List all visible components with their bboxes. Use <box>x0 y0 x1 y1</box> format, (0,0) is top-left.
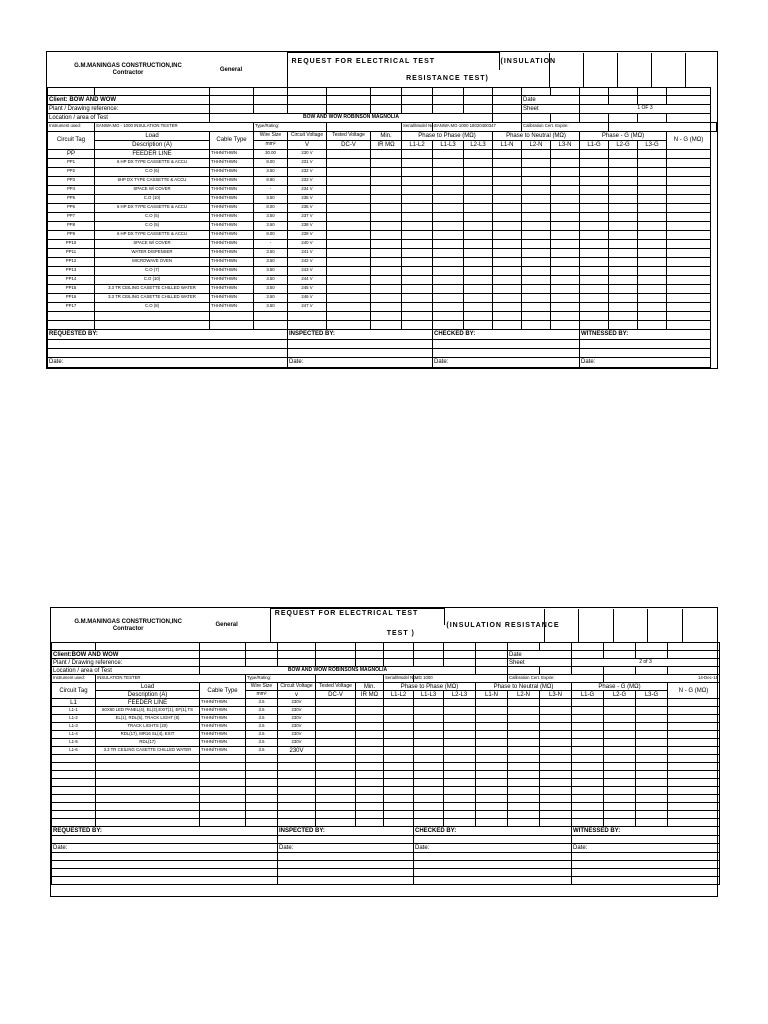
wire-size: 3.50 <box>254 221 288 230</box>
location-value: BOW AND WOW ROBINSON MAGNOLIA <box>210 113 493 122</box>
tested-voltage-header: Tested Voltage <box>316 683 356 691</box>
circuit-voltage: 230V <box>278 723 316 731</box>
wire-size: 3.5 <box>246 699 278 707</box>
load-description: 60X60 LED PANEL(4), EL(2),EXIT(1), EF(1),TS <box>96 707 200 715</box>
cable-type: THHN/THWN <box>210 185 254 194</box>
empty-row <box>52 877 720 885</box>
load-description: 3.3 TR CEILING CASETTE CHILLED WATER <box>95 284 210 293</box>
subheader-l1-n: L1-N <box>476 691 508 699</box>
empty-row <box>48 311 717 320</box>
wire-size-header: Wire Size <box>254 131 288 140</box>
cable-type: THHN/THWN <box>210 203 254 212</box>
circuit-tag: PP3 <box>48 176 95 185</box>
load-description: RDL(17) <box>96 739 200 747</box>
wire-size: 3.50 <box>254 266 288 275</box>
circuit-tag: L1-1 <box>52 707 96 715</box>
circuit-tag: PP10 <box>48 239 95 248</box>
circuit-voltage-unit: V <box>288 140 327 149</box>
empty-row <box>48 320 717 329</box>
subheader-l3-n: L3-N <box>540 691 572 699</box>
inspected-by: INSPECTED BY: <box>278 827 414 836</box>
form-title-b: REQUEST FOR ELECTRICAL TEST <box>270 609 445 626</box>
circuit-voltage: 238 V <box>288 221 327 230</box>
cable-type: THHN/THWN <box>200 707 246 715</box>
load-description: C.O (10) <box>95 275 210 284</box>
checked-by: CHECKED BY: <box>433 329 580 339</box>
description-header: Description (A) <box>95 140 210 149</box>
subheader-l1-l3: L1-L3 <box>433 140 464 149</box>
min-unit: IR MΩ <box>356 691 384 699</box>
wire-size-header: Wire Size <box>246 683 278 691</box>
calibration-value <box>609 122 711 131</box>
table-row <box>48 221 717 230</box>
wire-size: 3.5 <box>246 747 278 755</box>
subheader-l3-n: L3-N <box>551 140 580 149</box>
plant-row <box>48 104 717 113</box>
circuit-tag: L1-3 <box>52 723 96 731</box>
test-table-2 <box>51 642 720 885</box>
empty-row <box>48 348 717 357</box>
circuit-tag: PP4 <box>48 185 95 194</box>
serial-value: SANWA MG-1000 18020400347 <box>433 122 522 131</box>
table-row <box>48 266 717 275</box>
load-description: C.O (10) <box>95 194 210 203</box>
location-value: BOW AND WOW ROBINSONS MAGNOLIA <box>200 667 476 675</box>
table-row <box>48 149 717 158</box>
circuit-voltage: 241 V <box>288 248 327 257</box>
table-row <box>48 194 717 203</box>
cable-type: THHN/THWN <box>210 167 254 176</box>
sheet-label: Sheet <box>508 659 572 667</box>
subheader-l2-n: L2-N <box>522 140 551 149</box>
table-row <box>52 739 720 747</box>
empty-row <box>52 779 720 787</box>
phase-phase-header: Phase to Phase (MΩ) <box>384 683 476 691</box>
sheet-header <box>47 52 719 87</box>
column-subheader-row <box>52 691 720 699</box>
load-description: MICROWAVE OVEN <box>95 257 210 266</box>
circuit-voltage: 246 V <box>288 293 327 302</box>
requested-date: Date: <box>48 357 288 367</box>
load-description: SPACE W/ COVER <box>95 185 210 194</box>
table-row <box>48 176 717 185</box>
instrument-label: Instrument used: <box>52 675 96 683</box>
client-row <box>48 95 717 104</box>
load-description: EL(1), RDL(5), TRACK LIGHT (8) <box>96 715 200 723</box>
requested-date: Date: <box>52 844 278 853</box>
load-description: 6 HP DX TYPE CASSETTE & ACCU <box>95 230 210 239</box>
wire-size: 3.5 <box>246 723 278 731</box>
cable-type: THHN/THWN <box>210 275 254 284</box>
client-label: Client:BOW AND WOW <box>52 651 200 659</box>
serial-label: Serial/Model No.: <box>384 675 414 683</box>
calibration-label: Calibration Cert. Expire: <box>508 675 604 683</box>
phase-neutral-header: Phase to Neutral (MΩ) <box>493 131 580 140</box>
plant-row <box>52 659 720 667</box>
instrument-value: INSULATION TESTER <box>96 675 246 683</box>
load-description: TRACK LIGHTS (20) <box>96 723 200 731</box>
cable-type: THHN/THWN <box>200 739 246 747</box>
wire-size: 8.00 <box>254 230 288 239</box>
load-description: 6HP DX TYPE CASSETTE & ACCU <box>95 176 210 185</box>
circuit-tag: PP17 <box>48 302 95 311</box>
circuit-tag-header: Circuit Tag <box>48 131 95 149</box>
circuit-tag: PP8 <box>48 221 95 230</box>
table-row <box>52 747 720 755</box>
circuit-voltage: 230V <box>278 747 316 755</box>
circuit-tag: PP6 <box>48 203 95 212</box>
signature-row <box>52 827 720 836</box>
circuit-tag: PP12 <box>48 257 95 266</box>
sheet-value: 2 of 3 <box>572 659 720 667</box>
circuit-tag: PP16 <box>48 293 95 302</box>
table-row <box>48 275 717 284</box>
cable-type-header: Cable Type <box>200 683 246 699</box>
cable-type: THHN/THWN <box>210 284 254 293</box>
general-label-2: General <box>215 622 238 629</box>
form-title-3: RESISTANCE TEST) <box>287 70 549 87</box>
circuit-voltage: 230 V <box>288 149 327 158</box>
circuit-voltage: 233 V <box>288 176 327 185</box>
subheader-l1-l2: L1-L2 <box>402 140 433 149</box>
tested-voltage-header: Tested Voltage <box>327 131 371 140</box>
empty-row <box>52 853 720 861</box>
min-header: Min. <box>356 683 384 691</box>
circuit-tag: PP11 <box>48 248 95 257</box>
subheader-l3-g: L3-G <box>636 691 668 699</box>
min-unit: IR MΩ <box>371 140 402 149</box>
instrument-label: Instrument used: <box>48 122 95 131</box>
wire-size: 8.00 <box>254 158 288 167</box>
subheader-l1-l2: L1-L2 <box>384 691 414 699</box>
subheader-l1-l3: L1-L3 <box>414 691 444 699</box>
general-label: General <box>219 66 243 73</box>
wire-size: 30.00 <box>254 149 288 158</box>
circuit-tag: L1-2 <box>52 715 96 723</box>
cable-type: THHN/THWN <box>210 230 254 239</box>
circuit-voltage: 230V <box>278 739 316 747</box>
load-header: Load <box>95 131 210 140</box>
subheader-l1-g: L1-G <box>572 691 604 699</box>
cable-type-header: Cable Type <box>210 131 254 149</box>
circuit-voltage: 232 V <box>288 167 327 176</box>
subheader-l2-l3: L2-L3 <box>444 691 476 699</box>
witnessed-date: Date: <box>572 844 720 853</box>
circuit-tag: PP14 <box>48 275 95 284</box>
signature-row <box>48 329 717 339</box>
load-description: FEEDER LINE <box>95 149 210 158</box>
location-label: Location / area of Test <box>52 667 200 675</box>
wire-size: 3.50 <box>254 284 288 293</box>
circuit-tag: L1-5 <box>52 739 96 747</box>
cable-type: THHN/THWN <box>210 176 254 185</box>
cable-type: THHN/THWN <box>200 747 246 755</box>
checked-date: Date: <box>414 844 572 853</box>
load-description: C.O (7) <box>95 266 210 275</box>
wire-size: 3.5 <box>246 707 278 715</box>
cable-type: THHN/THWN <box>210 239 254 248</box>
wire-size: 3.5 <box>246 739 278 747</box>
table-row <box>48 230 717 239</box>
load-description: FEEDER LINE <box>96 699 200 707</box>
table-row <box>52 715 720 723</box>
circuit-tag: PP15 <box>48 284 95 293</box>
plant-label: Plant / Drawing reference: <box>52 659 200 667</box>
circuit-voltage: 230V <box>278 731 316 739</box>
table-row <box>52 699 720 707</box>
wire-size: 3.50 <box>254 293 288 302</box>
phase-ground-header: Phase - G (MΩ) <box>580 131 667 140</box>
type-rating-label: Type/Rating: <box>254 122 327 131</box>
table-row <box>48 302 717 311</box>
wire-size: 8.00 <box>254 203 288 212</box>
circuit-tag: PP7 <box>48 212 95 221</box>
circuit-tag: L1 <box>52 699 96 707</box>
cable-type: THHN/THWN <box>210 212 254 221</box>
company-role-2: Contractor <box>112 625 144 632</box>
form-title: REQUEST FOR ELECTRICAL TEST <box>287 53 499 70</box>
circuit-voltage: 230V <box>278 699 316 707</box>
min-header: Min. <box>371 131 402 140</box>
sheet-label: Sheet <box>522 104 580 113</box>
checked-by: CHECKED BY: <box>414 827 572 836</box>
client-label: Client: BOW AND WOW <box>48 95 210 104</box>
table-row <box>48 167 717 176</box>
form-title-b2: (INSULATION RESISTANCE <box>446 621 560 629</box>
circuit-tag: PP1 <box>48 158 95 167</box>
table-row <box>48 293 717 302</box>
company-name: G.M.MANINGAS CONSTRUCTION,INC <box>74 63 182 69</box>
wire-size: 3.50 <box>254 302 288 311</box>
company-name-2: G.M.MANINGAS CONSTRUCTION,INC <box>74 618 182 625</box>
circuit-voltage: 234 V <box>288 185 327 194</box>
column-header-row <box>52 683 720 691</box>
calibration-label: Calibration Cert. Expire: <box>522 122 609 131</box>
subheader-l1-n: L1-N <box>493 140 522 149</box>
wire-size: 3.5 <box>246 731 278 739</box>
empty-row <box>52 803 720 811</box>
type-rating-label: Type/Rating: <box>246 675 316 683</box>
subheader-l2-g: L2-G <box>604 691 636 699</box>
wire-size: 3.50 <box>254 167 288 176</box>
sheet-header-2 <box>51 608 717 642</box>
load-description: WATER DISPENSER <box>95 248 210 257</box>
requested-by: REQUESTED BY: <box>48 329 288 339</box>
wire-size: 3.50 <box>254 275 288 284</box>
company-role: Contractor <box>112 70 144 76</box>
circuit-voltage: 242 V <box>288 257 327 266</box>
phase-phase-header: Phase to Phase (MΩ) <box>402 131 493 140</box>
circuit-voltage: 245 V <box>288 284 327 293</box>
wire-size: 3.50 <box>254 194 288 203</box>
wire-size: 3.50 <box>254 212 288 221</box>
table-row <box>48 239 717 248</box>
test-sheet-1 <box>46 51 718 369</box>
circuit-voltage: 230V <box>278 715 316 723</box>
instrument-row <box>48 122 717 131</box>
load-description: C.O (5) <box>95 221 210 230</box>
subheader-l2-n: L2-N <box>508 691 540 699</box>
witnessed-by: WITNESSED BY: <box>580 329 711 339</box>
tested-voltage-unit: DC-V <box>327 140 371 149</box>
empty-row <box>52 819 720 827</box>
blank-row <box>52 643 720 651</box>
witnessed-by: WITNESSED BY: <box>572 827 720 836</box>
column-subheader-row <box>48 140 717 149</box>
circuit-voltage: 230V <box>278 707 316 715</box>
cable-type: THHN/THWN <box>210 158 254 167</box>
blank-row <box>48 87 717 95</box>
wire-unit: mm² <box>246 691 278 699</box>
cable-type: THHN/THWN <box>210 266 254 275</box>
circuit-voltage: 236 V <box>288 203 327 212</box>
empty-row <box>52 787 720 795</box>
load-description: C.O (6) <box>95 167 210 176</box>
subheader-l3-g: L3-G <box>638 140 667 149</box>
test-table-1 <box>47 87 717 368</box>
tested-voltage-unit: DC-V <box>316 691 356 699</box>
wire-size: 8.80 <box>254 176 288 185</box>
circuit-tag-header: Circuit Tag <box>52 683 96 699</box>
serial-value: MG 1000 <box>414 675 508 683</box>
cable-type: THHN/THWN <box>200 723 246 731</box>
circuit-voltage: 231 V <box>288 158 327 167</box>
signature-date-row <box>48 357 717 367</box>
circuit-tag: PP <box>48 149 95 158</box>
load-description: C.O (5) <box>95 212 210 221</box>
table-row <box>48 185 717 194</box>
circuit-voltage: 237 V <box>288 212 327 221</box>
load-header: Load <box>96 683 200 691</box>
circuit-tag: L1-4 <box>52 731 96 739</box>
wire-size: - <box>254 239 288 248</box>
client-row <box>52 651 720 659</box>
circuit-voltage-header: Circuit Voltage <box>278 683 316 691</box>
wire-unit: mm² <box>254 140 288 149</box>
form-title-2: (INSULATION <box>500 57 557 65</box>
circuit-voltage: 239 V <box>288 230 327 239</box>
table-row <box>48 212 717 221</box>
circuit-tag: PP9 <box>48 230 95 239</box>
empty-row <box>48 339 717 348</box>
inspected-by: INSPECTED BY: <box>288 329 433 339</box>
circuit-voltage: 235 V <box>288 194 327 203</box>
date-label: Date <box>508 651 572 659</box>
phase-neutral-header: Phase to Neutral (MΩ) <box>476 683 572 691</box>
sheet-value: 1 OF 3 <box>580 104 711 113</box>
instrument-value: SANWA MG - 1000 INSULATION TESTER <box>95 122 254 131</box>
subheader-l2-l3: L2-L3 <box>464 140 493 149</box>
cable-type: THHN/THWN <box>200 715 246 723</box>
table-row <box>52 707 720 715</box>
load-description: SPACE W/ COVER <box>95 239 210 248</box>
location-label: Location / area of Test <box>48 113 210 122</box>
empty-row <box>52 763 720 771</box>
neutral-ground-header: N - G (MΩ) <box>668 683 720 699</box>
empty-row <box>52 861 720 869</box>
location-row <box>48 113 717 122</box>
load-description: 3.3 TR CEILING CASETTE CHILLED WATER <box>95 293 210 302</box>
cable-type: THHN/THWN <box>210 221 254 230</box>
signature-date-row <box>52 844 720 853</box>
cable-type: THHN/THWN <box>200 731 246 739</box>
circuit-voltage-unit: v <box>278 691 316 699</box>
neutral-ground-header: N - G (MΩ) <box>667 131 711 149</box>
requested-by: REQUESTED BY: <box>52 827 278 836</box>
subheader-l2-g: L2-G <box>609 140 638 149</box>
cable-type: THHN/THWN <box>210 149 254 158</box>
table-row <box>48 203 717 212</box>
circuit-tag: L1-6 <box>52 747 96 755</box>
cable-type: THHN/THWN <box>210 257 254 266</box>
table-row <box>48 284 717 293</box>
wire-size: 3.50 <box>254 248 288 257</box>
form-title-b3: TEST ) <box>270 625 445 642</box>
cable-type: THHN/THWN <box>210 194 254 203</box>
serial-label: Serial/Model No.: <box>402 122 433 131</box>
checked-date: Date: <box>433 357 580 367</box>
empty-row <box>52 869 720 877</box>
circuit-voltage: 247 V <box>288 302 327 311</box>
inspected-date: Date: <box>278 844 414 853</box>
cable-type: THHN/THWN <box>210 293 254 302</box>
subheader-l1-g: L1-G <box>580 140 609 149</box>
table-row <box>48 248 717 257</box>
load-description: RDL(17), MR16 SL(4), EXIT <box>96 731 200 739</box>
circuit-voltage: 244 V <box>288 275 327 284</box>
load-description: 6 HP DX TYPE CASSETTE & ACCU <box>95 203 210 212</box>
load-description: 6 HP DX TYPE CASSETTE & ACCU <box>95 158 210 167</box>
date-label: Date <box>522 95 580 104</box>
empty-row <box>52 811 720 819</box>
table-row <box>48 257 717 266</box>
cable-type: THHN/THWN <box>210 302 254 311</box>
circuit-tag: PP2 <box>48 167 95 176</box>
circuit-tag: PP13 <box>48 266 95 275</box>
circuit-voltage: 243 V <box>288 266 327 275</box>
location-row <box>52 667 720 675</box>
circuit-voltage: 240 V <box>288 239 327 248</box>
table-row <box>48 158 717 167</box>
cable-type: THHN/THWN <box>200 699 246 707</box>
circuit-voltage-header: Circuit Voltage <box>288 131 327 140</box>
table-row <box>52 731 720 739</box>
phase-ground-header: Phase - G (MΩ) <box>572 683 668 691</box>
column-header-row <box>48 131 717 140</box>
test-sheet-2 <box>50 607 718 897</box>
wire-size: - <box>254 185 288 194</box>
wire-size: 3.5 <box>246 715 278 723</box>
load-description: 3.3 TR CEILING CASETTE CHILLED WATER <box>96 747 200 755</box>
circuit-tag: PP5 <box>48 194 95 203</box>
instrument-row <box>52 675 720 683</box>
empty-row <box>52 795 720 803</box>
empty-row <box>52 771 720 779</box>
witnessed-date: Date: <box>580 357 711 367</box>
wire-size: 3.50 <box>254 257 288 266</box>
empty-row <box>52 836 720 844</box>
empty-row <box>52 755 720 763</box>
table-row <box>52 723 720 731</box>
calibration-value: 14-Dec-18 <box>604 675 720 683</box>
description-header: Description (A) <box>96 691 200 699</box>
load-description: C.O (8) <box>95 302 210 311</box>
plant-label: Plant / Drawing reference: <box>48 104 210 113</box>
cable-type: THHN/THWN <box>210 248 254 257</box>
inspected-date: Date: <box>288 357 433 367</box>
